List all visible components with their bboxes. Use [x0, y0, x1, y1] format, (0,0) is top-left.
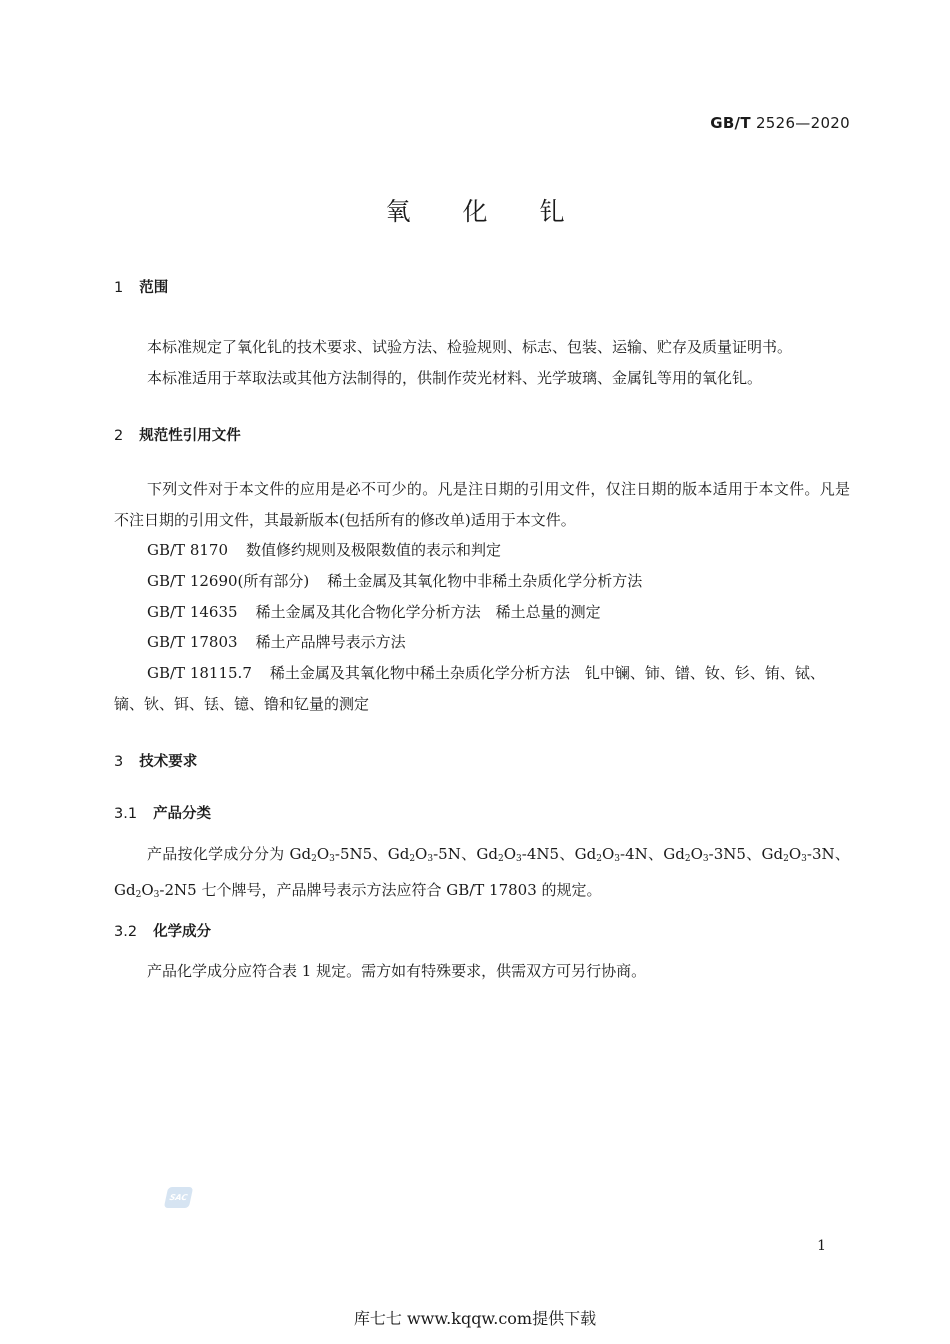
section-3-2-heading [114, 920, 211, 941]
composition-paragraph: 产品化学成分应符合表 1 规定。需方如有特殊要求，供需双方可另行协商。 [147, 962, 647, 980]
section-number: 3 [114, 754, 124, 770]
subsection-number: 3.2 [114, 924, 138, 940]
page-number: 1 [817, 1238, 826, 1254]
section-title: 技术要求 [139, 754, 198, 770]
reference-title: 数值修约规则及极限数值的表示和判定 [246, 541, 502, 559]
reference-code: GB/T 18115.7 [147, 664, 252, 682]
section-3-1-heading [114, 802, 211, 823]
grade-code: $Gd_2O_3-3N5$ [663, 845, 746, 864]
classification-text-end: 七个牌号，产品牌号表示方法应符合 GB/T 17803 的规定。 [196, 880, 602, 899]
reference-item [147, 571, 642, 591]
classification-paragraph [114, 839, 850, 910]
grade-code: $Gd_2O_3-4N5$ [476, 845, 560, 864]
section-title: 规范性引用文件 [139, 428, 241, 444]
reference-item [147, 632, 406, 652]
standard-code [710, 114, 850, 132]
section-title: 范围 [139, 280, 169, 296]
section-number: 2 [114, 428, 124, 444]
scope-paragraph-2: 本标准适用于萃取法或其他方法制得的，供制作荧光材料、光学玻璃、金属钆等用的氧化钆。 [147, 369, 763, 387]
grade-code: $Gd_2O_3-5N$ [387, 845, 461, 864]
download-footer: 库七七 www.kqqw.com提供下载 [353, 1309, 597, 1328]
section-2-heading [114, 424, 241, 445]
subsection-title: 产品分类 [153, 806, 212, 822]
reference-title: 稀土金属及其氧化物中稀土杂质化学分析方法 钆中镧、铈、镨、钕、钐、铕、铽、 [269, 664, 825, 682]
reference-item [147, 602, 601, 622]
reference-code: GB/T 8170 [147, 541, 229, 559]
subsection-number: 3.1 [114, 806, 138, 822]
sac-logo-watermark: SAC [164, 1187, 193, 1208]
classification-text-start: 产品按化学成分分为 [147, 845, 290, 863]
reference-continuation: 镝、钬、铒、铥、镱、镥和钇量的测定 [114, 695, 370, 713]
reference-title: 稀土金属及其氧化物中非稀土杂质化学分析方法 [327, 572, 643, 590]
reference-title: 稀土金属及其化合物化学分析方法 稀土总量的测定 [255, 603, 601, 621]
grade-code: $Gd_2O_3-4N$ [574, 845, 648, 864]
references-intro: 下列文件对于本文件的应用是必不可少的。凡是注日期的引用文件，仅注日期的版本适用于本文件。凡是不注日期的引用文件，其最新版本(包括所有的修改单)适用于本文件。 [114, 480, 850, 529]
reference-code: GB/T 14635 [147, 603, 238, 621]
grade-list: $Gd_2O_3-5N5$、$Gd_2O_3-5N$、$Gd_2O_3-4N5$、$Gd_2O_3-4N$、$Gd_2O_3-3N5$、$Gd_2O_3-3N$、$Gd_2O_3-2N5$ [114, 845, 850, 900]
grade-code: $Gd_2O_3-5N5$ [289, 845, 373, 864]
reference-title: 稀土产品牌号表示方法 [255, 633, 406, 651]
document-title: 氧化钆 [385, 197, 617, 226]
section-number: 1 [114, 280, 124, 296]
grade-code: $Gd_2O_3-2N5$ [114, 880, 197, 900]
reference-item [147, 663, 825, 683]
scope-paragraph-1: 本标准规定了氧化钆的技术要求、试验方法、检验规则、标志、包装、运输、贮存及质量证明书。 [147, 338, 793, 356]
standard-prefix: GB/T [710, 114, 751, 132]
section-3-heading [114, 750, 197, 771]
section-1-heading [114, 276, 168, 297]
subsection-title: 化学成分 [153, 924, 212, 940]
reference-item [147, 540, 501, 560]
reference-code: GB/T 17803 [147, 633, 238, 651]
standard-number: 2526—2020 [755, 114, 850, 132]
grade-code: $Gd_2O_3-3N$ [761, 845, 835, 864]
reference-code: GB/T 12690(所有部分) [147, 572, 310, 590]
